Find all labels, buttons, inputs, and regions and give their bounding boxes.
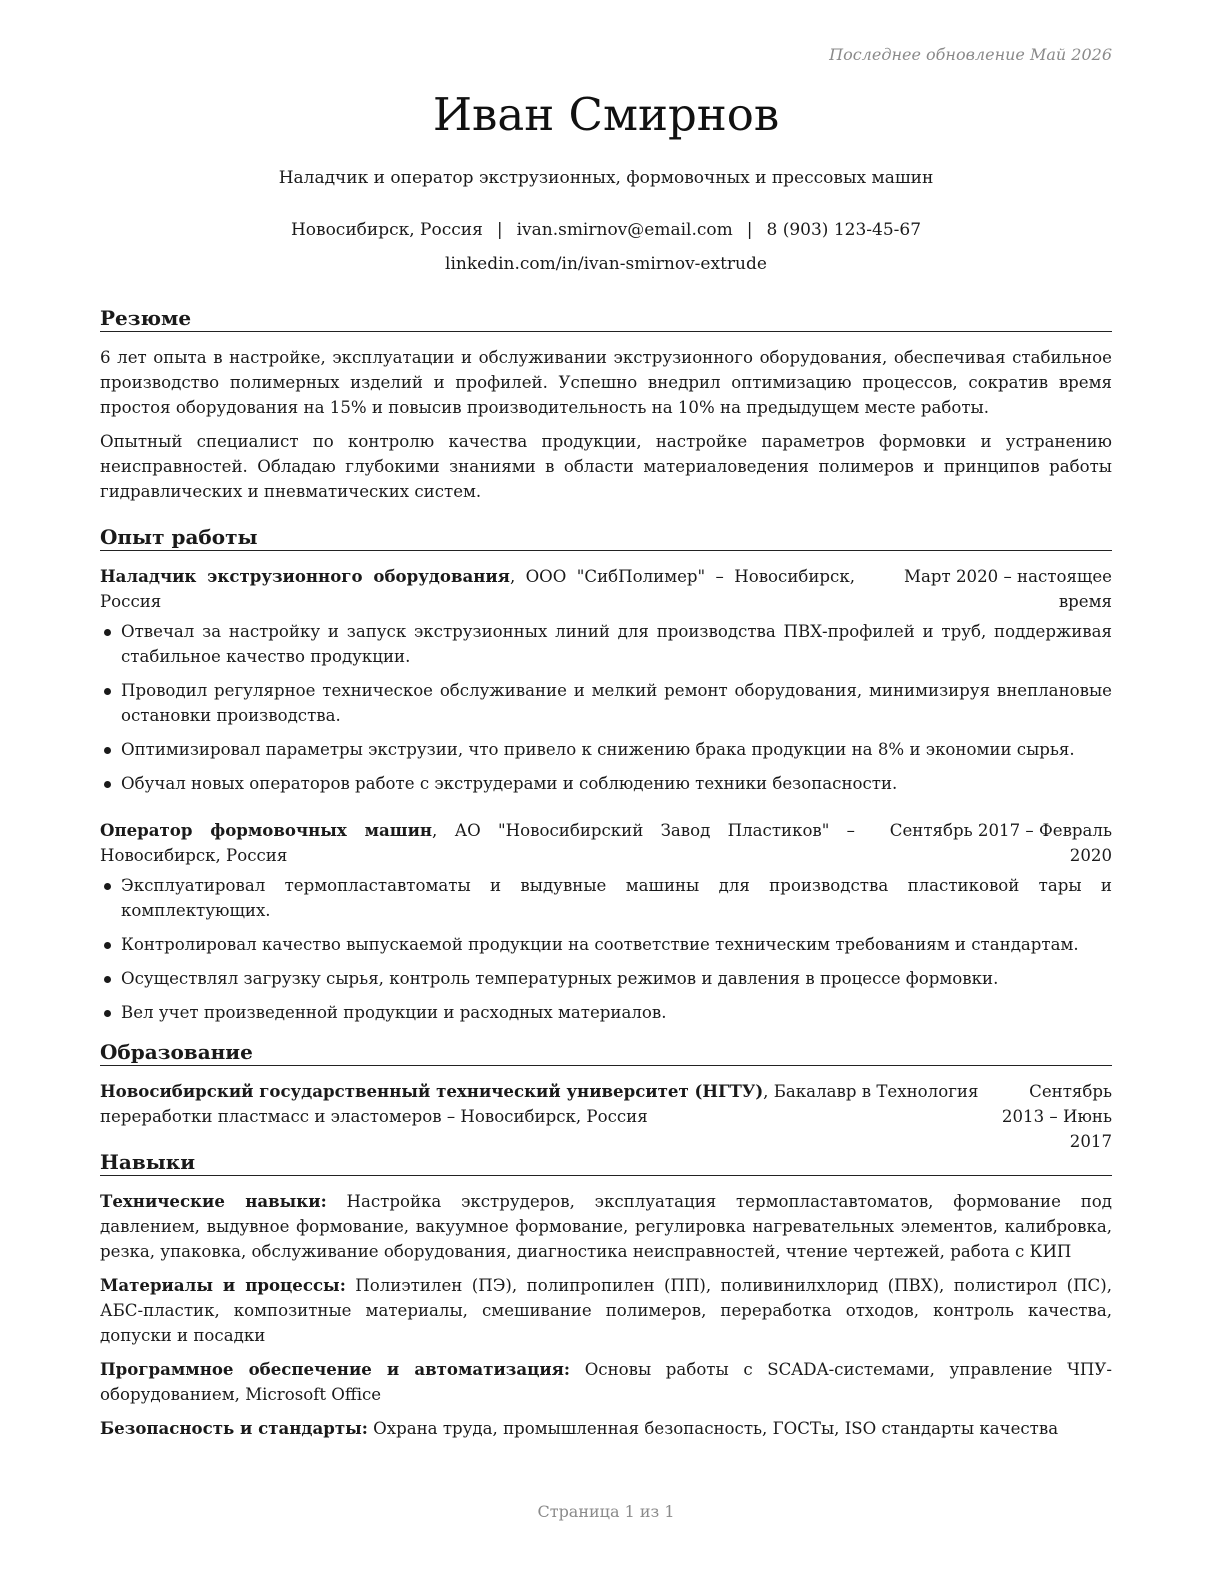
- skill-group: [100, 1273, 1112, 1348]
- phone-text: 8 (903) 123-45-67: [766, 220, 922, 240]
- job-bullets: [100, 873, 1112, 1025]
- job-entry: [100, 818, 1112, 1025]
- job-company: , ООО "СибПолимер" – Новосибирск, Россия: [100, 567, 855, 611]
- education-entry: [100, 1079, 1112, 1154]
- resume-page: [100, 0, 1112, 1584]
- candidate-headline: Наладчик и оператор экструзионных, формовочных и прессовых машин: [278, 168, 934, 188]
- job-entry: [100, 564, 1112, 796]
- job-dates: Сентябрь 2017 – Февраль 2020: [889, 821, 1112, 865]
- degree-details: , Бакалавр в Технология переработки пластмасс и эластомеров – Новосибирск, Россия: [100, 1082, 979, 1126]
- email-link[interactable]: ivan.smirnov@email.com: [516, 220, 733, 240]
- page-number: Страница 1 из 1: [537, 1502, 675, 1521]
- job-bullet: Проводил регулярное техническое обслуживание и мелкий ремонт оборудования, минимизируя внеплановые остановки производства.: [100, 678, 1112, 728]
- job-bullet: Осуществлял загрузку сырья, контроль температурных режимов и давления в процессе формовки.: [100, 966, 1112, 991]
- job-company: , АО "Новосибирский Завод Пластиков" – Новосибирск, Россия: [100, 821, 855, 865]
- section-title: Образование: [100, 1040, 1112, 1066]
- skill-group: [100, 1357, 1112, 1407]
- linkedin-link[interactable]: linkedin.com/in/ivan-smirnov-extrude: [445, 254, 767, 274]
- skill-label: Материалы и процессы:: [100, 1275, 346, 1295]
- section-title: Резюме: [100, 306, 1112, 332]
- summary-paragraph: Опытный специалист по контролю качества продукции, настройке параметров формовки и устранению неисправностей. Обладаю глубокими знаниями в области материаловедения полимеров и принципов работы гидравлических и пневматических систем.: [100, 432, 1112, 501]
- contact-separator: |: [746, 220, 753, 240]
- skills-section: [100, 1150, 1112, 1441]
- job-bullet: Вел учет произведенной продукции и расходных материалов.: [100, 1000, 1112, 1025]
- skill-text: Настройка экструдеров, эксплуатация термопластавтоматов, формование под давлением, выдувное формование, вакуумное формование, регулировка нагревательных элементов, калибровка, резка, упаковка, обслуживание оборудования, диагностика неисправностей, чтение чертежей, работа с КИП: [100, 1192, 1112, 1261]
- job-role: Наладчик экструзионного оборудования: [100, 566, 510, 586]
- job-role: Оператор формовочных машин: [100, 820, 433, 840]
- skill-label: Технические навыки:: [100, 1191, 327, 1211]
- job-bullet: Оптимизировал параметры экструзии, что привело к снижению брака продукции на 8% и экономии сырья.: [100, 737, 1112, 762]
- education-section: [100, 1040, 1112, 1154]
- job-header: [100, 564, 1112, 614]
- skill-label: Безопасность и стандарты:: [100, 1418, 368, 1438]
- job-bullets: [100, 619, 1112, 796]
- candidate-name: Иван Смирнов: [432, 88, 780, 141]
- job-header: [100, 818, 1112, 868]
- skill-group: [100, 1416, 1112, 1441]
- job-bullet: Контролировал качество выпускаемой продукции на соответствие техническим требованиям и стандартам.: [100, 932, 1112, 957]
- job-bullet: Эксплуатировал термопластавтоматы и выдувные машины для производства пластиковой тары и комплектующих.: [100, 873, 1112, 923]
- experience-section: [100, 525, 1112, 1034]
- job-bullet: Обучал новых операторов работе с экструдерами и соблюдению техники безопасности.: [100, 771, 1112, 796]
- skill-text: Охрана труда, промышленная безопасность, ГОСТы, ISO стандарты качества: [367, 1419, 1059, 1438]
- contact-line: [100, 220, 1112, 240]
- skill-label: Программное обеспечение и автоматизация:: [100, 1359, 571, 1379]
- summary-section: [100, 306, 1112, 504]
- last-updated-note: Последнее обновление Май 2026: [829, 45, 1112, 64]
- skill-text: Основы работы с SCADA-системами, управление ЧПУ-оборудованием, Microsoft Office: [100, 1360, 1112, 1404]
- job-dates: Март 2020 – настоящее время: [904, 567, 1112, 611]
- contact-separator: |: [496, 220, 503, 240]
- school-name: Новосибирский государственный технический университет (НГТУ): [100, 1081, 764, 1101]
- section-title: Навыки: [100, 1150, 1112, 1176]
- skill-group: [100, 1189, 1112, 1264]
- summary-paragraph: 6 лет опыта в настройке, эксплуатации и обслуживании экструзионного оборудования, обеспечивая стабильное производство полимерных изделий и профилей. Успешно внедрил оптимизацию процессов, сократив время простоя оборудования на 15% и повысив производительность на 10% на предыдущем месте работы.: [100, 348, 1112, 417]
- job-bullet: Отвечал за настройку и запуск экструзионных линий для производства ПВХ-профилей и труб, поддерживая стабильное качество продукции.: [100, 619, 1112, 669]
- education-dates: Сентябрь 2013 – Июнь 2017: [1001, 1082, 1112, 1151]
- section-title: Опыт работы: [100, 525, 1112, 551]
- location-text: Новосибирск, Россия: [290, 220, 483, 240]
- skill-text: Полиэтилен (ПЭ), полипропилен (ПП), поливинилхлорид (ПВХ), полистирол (ПС), АБС-пластик, композитные материалы, смешивание полимеров, переработка отходов, контроль качества, допуски и посадки: [100, 1276, 1112, 1345]
